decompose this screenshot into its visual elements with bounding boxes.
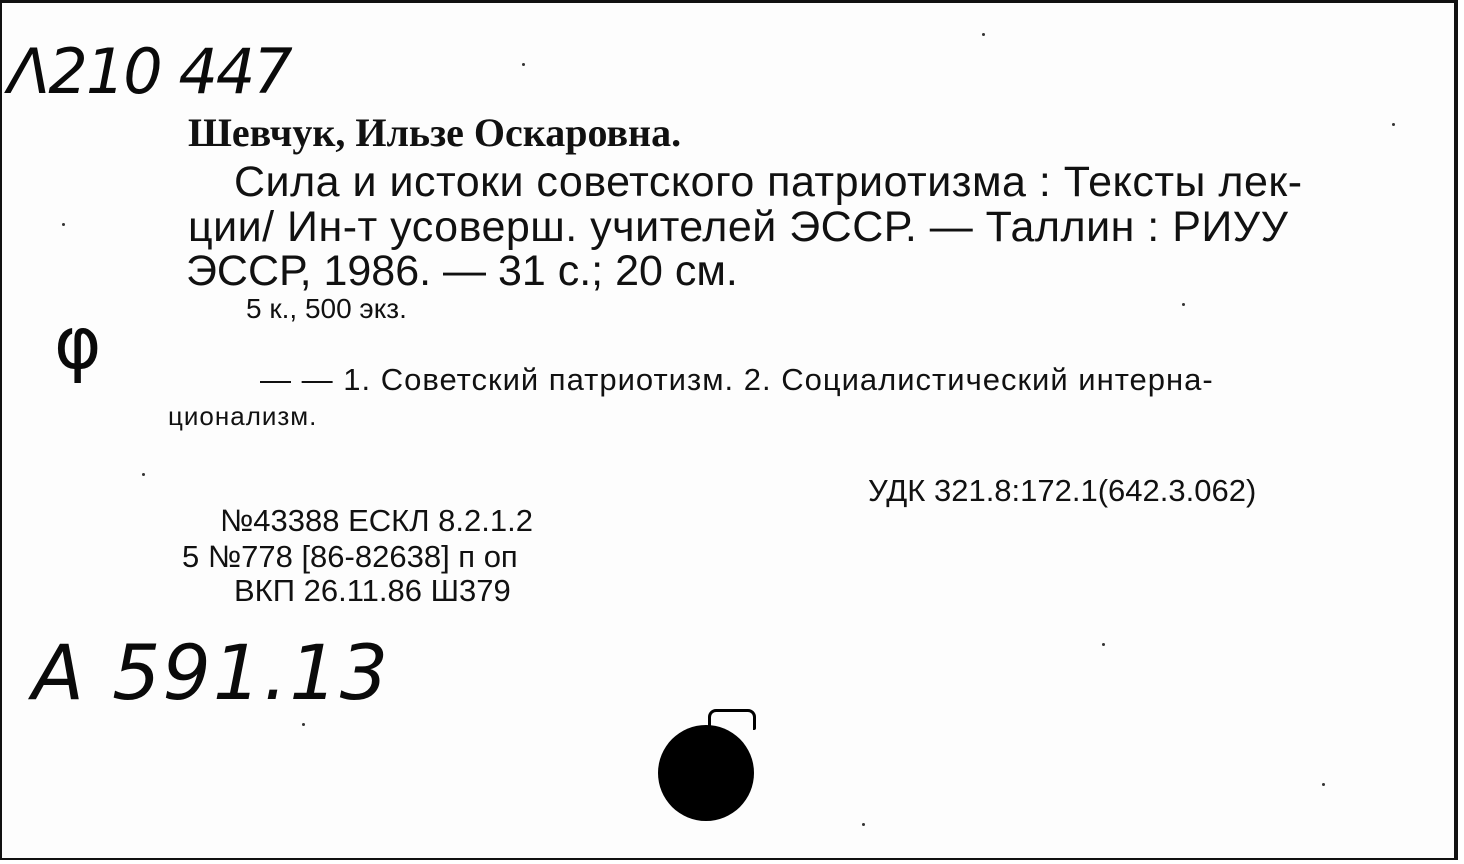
author-heading: Шевчук, Ильзе Оскаровна. xyxy=(188,110,682,155)
speck xyxy=(522,63,525,66)
subject-headings-line: — — 1. Советский патриотизм. 2. Социалистический интерна- xyxy=(260,362,1214,397)
technical-line: 5 №778 [86-82638] п оп xyxy=(182,539,518,574)
speck xyxy=(1322,783,1325,786)
title-line: ции/ Ин-т усоверш. учителей ЭССР. — Таллин : РИУУ xyxy=(188,203,1289,251)
punch-hole xyxy=(658,725,754,821)
udc-classification: УДК 321.8:172.1(642.3.062) xyxy=(868,473,1257,508)
price-and-print-run: 5 к., 500 экз. xyxy=(246,293,407,324)
technical-line: ВКП 26.11.86 Ш379 xyxy=(234,573,511,608)
handwritten-class-mark: φ xyxy=(54,301,102,385)
speck xyxy=(982,33,985,36)
speck xyxy=(1392,123,1395,126)
speck xyxy=(1102,643,1105,646)
handwritten-shelf-mark: A 591.13 xyxy=(32,628,391,717)
speck xyxy=(302,723,305,726)
speck xyxy=(62,223,65,226)
handwritten-call-number: Λ210 447 xyxy=(8,35,291,108)
speck xyxy=(862,823,865,826)
title-line: ЭССР, 1986. — 31 с.; 20 см. xyxy=(186,247,738,295)
technical-line: №43388 ЕСКЛ 8.2.1.2 xyxy=(220,503,533,538)
subject-headings-line: ционализм. xyxy=(168,401,318,431)
speck xyxy=(1182,303,1185,306)
speck xyxy=(142,473,145,476)
title-line: Сила и истоки советского патриотизма : Тексты лек- xyxy=(234,158,1303,206)
